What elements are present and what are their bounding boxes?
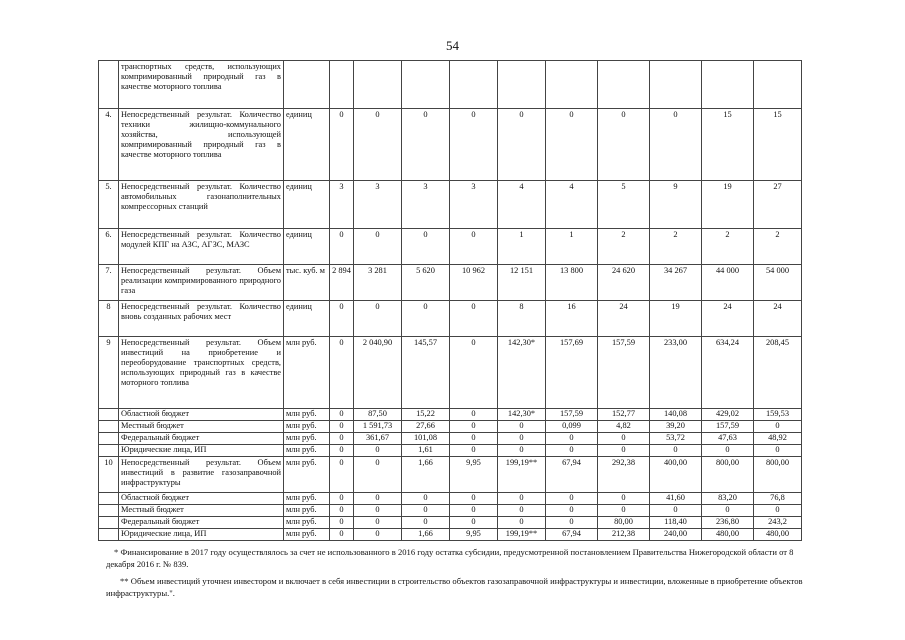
table-row	[99, 181, 802, 229]
value-cell: 0	[402, 229, 450, 265]
value-cell	[450, 61, 498, 109]
value-cell	[754, 61, 802, 109]
value-cell: 0	[354, 229, 402, 265]
unit-cell: единиц	[284, 229, 330, 265]
value-cell: 0	[598, 505, 650, 517]
value-cell	[354, 61, 402, 109]
value-cell: 1,66	[402, 529, 450, 541]
indicator-cell: Непосредственный результат. Объем инвестиций на приобретение и переоборудование транспортных средств, использующих природный газ в качестве моторного топлива	[119, 337, 284, 409]
value-cell: 0	[546, 445, 598, 457]
value-cell: 0	[650, 445, 702, 457]
value-cell: 0,099	[546, 421, 598, 433]
value-cell: 159,53	[754, 409, 802, 421]
value-cell: 3	[450, 181, 498, 229]
value-cell: 0	[354, 445, 402, 457]
value-cell: 0	[498, 505, 546, 517]
value-cell: 0	[598, 493, 650, 505]
value-cell: 4	[498, 181, 546, 229]
value-cell: 0	[650, 505, 702, 517]
row-number-cell	[99, 421, 119, 433]
value-cell: 0	[498, 421, 546, 433]
value-cell	[650, 61, 702, 109]
value-cell: 2	[702, 229, 754, 265]
indicator-cell: Непосредственный результат. Количество вновь созданных рабочих мест	[119, 301, 284, 337]
value-cell	[702, 61, 754, 109]
row-number-cell	[99, 505, 119, 517]
row-number-cell	[99, 493, 119, 505]
value-cell: 9,95	[450, 457, 498, 493]
value-cell: 1	[546, 229, 598, 265]
indicators-table	[98, 60, 802, 541]
indicator-cell: Федеральный бюджет	[119, 517, 284, 529]
value-cell: 142,30*	[498, 409, 546, 421]
value-cell: 24	[702, 301, 754, 337]
value-cell: 5 620	[402, 265, 450, 301]
value-cell: 0	[546, 517, 598, 529]
value-cell: 0	[354, 109, 402, 181]
value-cell: 0	[402, 301, 450, 337]
indicator-cell: Областной бюджет	[119, 493, 284, 505]
footnotes	[106, 546, 806, 600]
value-cell: 27,66	[402, 421, 450, 433]
unit-cell: млн руб.	[284, 421, 330, 433]
value-cell: 4,82	[598, 421, 650, 433]
value-cell: 0	[498, 109, 546, 181]
table-row	[99, 229, 802, 265]
value-cell: 236,80	[702, 517, 754, 529]
value-cell: 0	[450, 301, 498, 337]
value-cell: 0	[498, 493, 546, 505]
value-cell: 48,92	[754, 433, 802, 445]
indicator-cell: Непосредственный результат. Количество техники жилищно-коммунального хозяйства, использующей компримированный природный газ в качестве моторного топлива	[119, 109, 284, 181]
row-number-cell	[99, 433, 119, 445]
value-cell: 0	[450, 517, 498, 529]
table-subrow	[99, 517, 802, 529]
value-cell: 199,19**	[498, 457, 546, 493]
value-cell: 67,94	[546, 529, 598, 541]
value-cell: 0	[402, 493, 450, 505]
value-cell: 0	[498, 517, 546, 529]
value-cell: 87,50	[354, 409, 402, 421]
value-cell: 0	[354, 457, 402, 493]
value-cell: 67,94	[546, 457, 598, 493]
value-cell: 233,00	[650, 337, 702, 409]
value-cell: 0	[450, 337, 498, 409]
value-cell: 0	[330, 457, 354, 493]
value-cell: 208,45	[754, 337, 802, 409]
value-cell: 157,59	[546, 409, 598, 421]
value-cell: 480,00	[702, 529, 754, 541]
value-cell: 0	[498, 433, 546, 445]
value-cell: 2	[754, 229, 802, 265]
unit-cell: единиц	[284, 109, 330, 181]
table-subrow	[99, 529, 802, 541]
value-cell: 800,00	[754, 457, 802, 493]
value-cell: 0	[546, 433, 598, 445]
value-cell: 0	[330, 421, 354, 433]
row-number-cell	[99, 61, 119, 109]
row-number-cell	[99, 445, 119, 457]
row-number-cell	[99, 409, 119, 421]
value-cell: 157,59	[598, 337, 650, 409]
unit-cell: млн руб.	[284, 505, 330, 517]
row-number-cell: 6.	[99, 229, 119, 265]
value-cell: 10 962	[450, 265, 498, 301]
unit-cell: тыс. куб. м	[284, 265, 330, 301]
value-cell: 0	[450, 109, 498, 181]
table-row	[99, 109, 802, 181]
value-cell: 0	[354, 505, 402, 517]
row-number-cell: 9	[99, 337, 119, 409]
value-cell: 0	[450, 493, 498, 505]
value-cell: 83,20	[702, 493, 754, 505]
row-number-cell: 8	[99, 301, 119, 337]
value-cell: 5	[598, 181, 650, 229]
value-cell: 0	[330, 433, 354, 445]
value-cell: 44 000	[702, 265, 754, 301]
value-cell: 634,24	[702, 337, 754, 409]
value-cell: 24	[598, 301, 650, 337]
value-cell: 140,08	[650, 409, 702, 421]
unit-cell: млн руб.	[284, 445, 330, 457]
footnote-1: * Финансирование в 2017 году осуществлялось за счет не использованного в 2016 году остатка субсидии, предусмотренной постановлением Правительства Нижегородской области от 8 декабря 2016 г. № 839.	[106, 547, 794, 570]
value-cell: 800,00	[702, 457, 754, 493]
table-subrow	[99, 433, 802, 445]
value-cell: 3	[330, 181, 354, 229]
value-cell: 0	[330, 301, 354, 337]
value-cell: 76,8	[754, 493, 802, 505]
value-cell: 429,02	[702, 409, 754, 421]
value-cell: 142,30*	[498, 337, 546, 409]
value-cell: 0	[546, 493, 598, 505]
value-cell: 2 040,90	[354, 337, 402, 409]
value-cell: 400,00	[650, 457, 702, 493]
page-number: 54	[446, 38, 459, 53]
value-cell: 3 281	[354, 265, 402, 301]
value-cell: 240,00	[650, 529, 702, 541]
indicator-cell: Местный бюджет	[119, 421, 284, 433]
value-cell: 1	[498, 229, 546, 265]
value-cell: 4	[546, 181, 598, 229]
indicator-cell: Юридические лица, ИП	[119, 529, 284, 541]
unit-cell: млн руб.	[284, 457, 330, 493]
row-number-cell: 4.	[99, 109, 119, 181]
value-cell: 0	[354, 301, 402, 337]
value-cell: 243,2	[754, 517, 802, 529]
value-cell: 3	[402, 181, 450, 229]
value-cell: 9,95	[450, 529, 498, 541]
indicator-cell: Непосредственный результат. Объем инвестиций в развитие газозаправочной инфраструктуры	[119, 457, 284, 493]
indicator-cell: Непосредственный результат. Количество модулей КПГ на АЗС, АГЗС, МАЗС	[119, 229, 284, 265]
value-cell: 47,63	[702, 433, 754, 445]
value-cell: 0	[354, 517, 402, 529]
value-cell: 0	[450, 409, 498, 421]
value-cell: 0	[354, 529, 402, 541]
value-cell	[402, 61, 450, 109]
value-cell: 34 267	[650, 265, 702, 301]
value-cell: 0	[330, 445, 354, 457]
row-number-cell: 10	[99, 457, 119, 493]
table-row	[99, 337, 802, 409]
value-cell: 2	[650, 229, 702, 265]
value-cell: 0	[702, 505, 754, 517]
value-cell: 0	[402, 517, 450, 529]
value-cell: 292,38	[598, 457, 650, 493]
value-cell	[598, 61, 650, 109]
value-cell: 27	[754, 181, 802, 229]
unit-cell: млн руб.	[284, 529, 330, 541]
indicator-cell: транспортных средств, использующих компримированный природный газ в качестве моторного топлива	[119, 61, 284, 109]
value-cell: 0	[702, 445, 754, 457]
table-subrow	[99, 493, 802, 505]
value-cell	[330, 61, 354, 109]
value-cell: 2 894	[330, 265, 354, 301]
value-cell: 0	[330, 337, 354, 409]
value-cell: 145,57	[402, 337, 450, 409]
value-cell: 41,60	[650, 493, 702, 505]
indicator-cell: Областной бюджет	[119, 409, 284, 421]
indicator-cell: Непосредственный результат. Количество автомобильных газонаполнительных компрессорных станций	[119, 181, 284, 229]
table-body	[99, 61, 802, 541]
value-cell: 24	[754, 301, 802, 337]
value-cell: 0	[330, 505, 354, 517]
value-cell: 0	[354, 493, 402, 505]
value-cell: 0	[498, 445, 546, 457]
indicator-cell: Непосредственный результат. Объем реализации компримированного природного газа	[119, 265, 284, 301]
value-cell: 157,59	[702, 421, 754, 433]
value-cell: 0	[450, 505, 498, 517]
table-subrow	[99, 505, 802, 517]
value-cell: 1,61	[402, 445, 450, 457]
value-cell: 8	[498, 301, 546, 337]
value-cell: 0	[598, 445, 650, 457]
value-cell: 0	[330, 109, 354, 181]
unit-cell: млн руб.	[284, 517, 330, 529]
value-cell: 16	[546, 301, 598, 337]
value-cell: 12 151	[498, 265, 546, 301]
value-cell: 0	[650, 109, 702, 181]
value-cell: 9	[650, 181, 702, 229]
value-cell: 19	[702, 181, 754, 229]
value-cell: 1,66	[402, 457, 450, 493]
row-number-cell	[99, 529, 119, 541]
value-cell: 101,08	[402, 433, 450, 445]
unit-cell: млн руб.	[284, 493, 330, 505]
table-subrow	[99, 445, 802, 457]
value-cell: 2	[598, 229, 650, 265]
value-cell: 0	[450, 445, 498, 457]
value-cell: 0	[754, 421, 802, 433]
table-row	[99, 265, 802, 301]
value-cell: 0	[546, 109, 598, 181]
value-cell: 0	[330, 409, 354, 421]
unit-cell: млн руб.	[284, 409, 330, 421]
value-cell: 199,19**	[498, 529, 546, 541]
value-cell: 0	[450, 229, 498, 265]
value-cell: 0	[450, 421, 498, 433]
value-cell: 1 591,73	[354, 421, 402, 433]
unit-cell	[284, 61, 330, 109]
value-cell: 0	[330, 517, 354, 529]
value-cell: 152,77	[598, 409, 650, 421]
unit-cell: млн руб.	[284, 337, 330, 409]
value-cell: 361,67	[354, 433, 402, 445]
value-cell: 24 620	[598, 265, 650, 301]
indicator-cell: Местный бюджет	[119, 505, 284, 517]
indicator-cell: Юридические лица, ИП	[119, 445, 284, 457]
value-cell: 0	[598, 109, 650, 181]
indicator-cell: Федеральный бюджет	[119, 433, 284, 445]
value-cell: 118,40	[650, 517, 702, 529]
unit-cell: единиц	[284, 301, 330, 337]
row-number-cell: 7.	[99, 265, 119, 301]
value-cell: 0	[330, 493, 354, 505]
table-subrow	[99, 421, 802, 433]
value-cell: 0	[330, 529, 354, 541]
value-cell: 0	[754, 505, 802, 517]
value-cell: 53,72	[650, 433, 702, 445]
value-cell: 0	[598, 433, 650, 445]
value-cell: 15	[754, 109, 802, 181]
table-row	[99, 61, 802, 109]
value-cell: 480,00	[754, 529, 802, 541]
value-cell: 19	[650, 301, 702, 337]
value-cell: 54 000	[754, 265, 802, 301]
value-cell	[546, 61, 598, 109]
value-cell: 15	[702, 109, 754, 181]
value-cell: 0	[330, 229, 354, 265]
value-cell: 13 800	[546, 265, 598, 301]
value-cell: 0	[546, 505, 598, 517]
table-row	[99, 457, 802, 493]
value-cell: 3	[354, 181, 402, 229]
footnote-2: ** Объем инвестиций уточнен инвестором и включает в себя инвестиции в строительство объектов газозаправочной инфраструктуры и инвестиции, вложенные в приобретение объектов инфраструктуры.".	[106, 575, 803, 599]
value-cell: 157,69	[546, 337, 598, 409]
value-cell: 80,00	[598, 517, 650, 529]
unit-cell: млн руб.	[284, 433, 330, 445]
value-cell: 212,38	[598, 529, 650, 541]
value-cell: 15,22	[402, 409, 450, 421]
value-cell: 0	[402, 109, 450, 181]
value-cell	[498, 61, 546, 109]
value-cell: 0	[450, 433, 498, 445]
value-cell: 0	[402, 505, 450, 517]
table-subrow	[99, 409, 802, 421]
row-number-cell: 5.	[99, 181, 119, 229]
value-cell: 0	[754, 445, 802, 457]
row-number-cell	[99, 517, 119, 529]
unit-cell: единиц	[284, 181, 330, 229]
table-row	[99, 301, 802, 337]
value-cell: 39,20	[650, 421, 702, 433]
